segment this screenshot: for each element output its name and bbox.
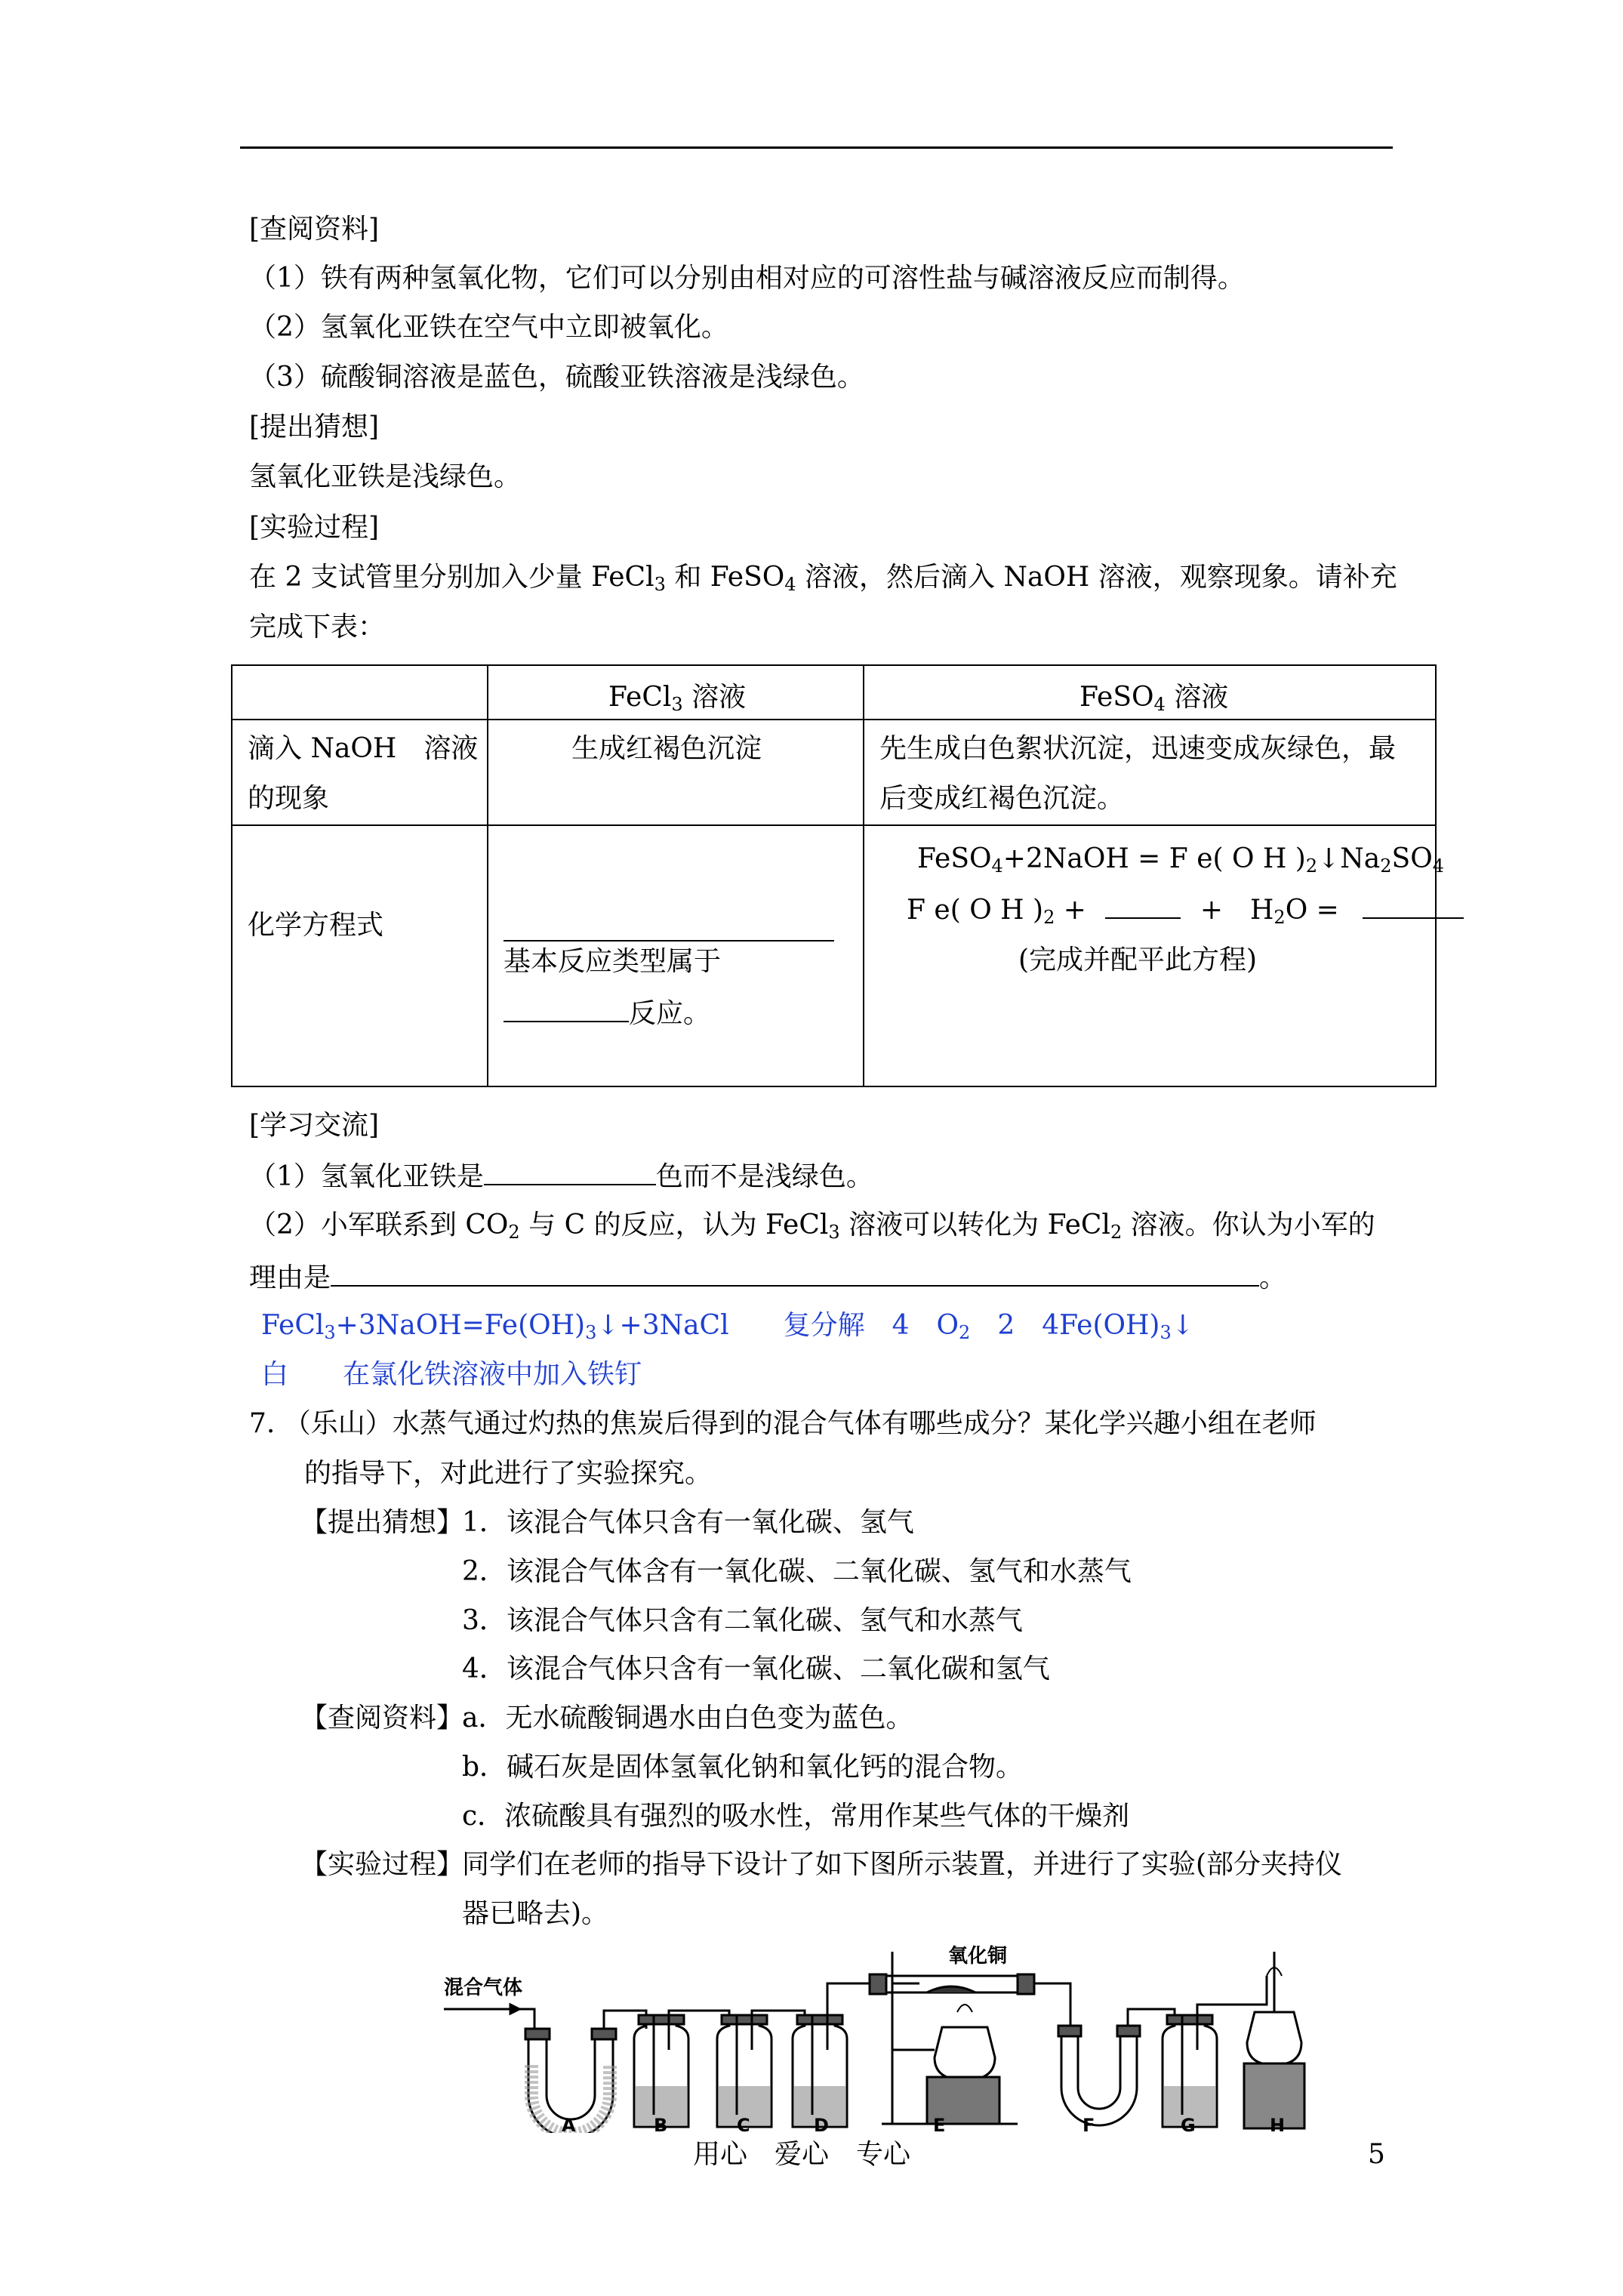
label-g: G — [1181, 2115, 1196, 2133]
table-corner — [232, 665, 488, 720]
tube-g-h — [1197, 1976, 1267, 2015]
discuss-2: （2）小军联系到 $CO_2$ 与 C 的反应，认为 FeCl$_3$ 溶液可以转化为 FeCl$_2$ 溶液。你认为小军的 — [249, 1210, 1375, 1243]
apparatus-e-heating — [870, 1952, 1034, 2124]
table-head-feso4: FeSO$_4$ 溶液 — [864, 665, 1436, 720]
label-a: A — [562, 2115, 576, 2133]
discuss-3: 理由是 。 — [249, 1262, 1287, 1293]
reason-blank[interactable] — [331, 1262, 1259, 1287]
q7-guess-label: 【提出猜想】 — [300, 1507, 464, 1538]
q7-lookup-c: c．浓硫酸具有强烈的吸水性，常用作某些气体的干燥剂 — [462, 1801, 1130, 1832]
label-b: B — [654, 2115, 668, 2133]
q7-guess-1: 1．该混合气体只含有一氧化碳、氢气 — [462, 1507, 914, 1538]
apparatus-f-u-tube — [1058, 2026, 1140, 2125]
table-cell-fecl3-observe: 生成红褐色沉淀 — [488, 720, 864, 825]
answer-line-1: $FeCl_3+3NaOH=Fe(OH)_3↓+3NaCl$ 复分解 4 $O_2$ 2 $4Fe(OH)_3↓$ — [261, 1310, 1194, 1343]
apparatus-g-bottle — [1163, 2015, 1217, 2127]
label-c: C — [737, 2115, 750, 2133]
q7-title: 7. （乐山）水蒸气通过灼热的焦炭后得到的混合气体有哪些成分？某化学兴趣小组在老师 — [249, 1408, 1317, 1439]
label-d: D — [814, 2115, 829, 2133]
q7-lookup-a: a．无水硫酸铜遇水由白色变为蓝色。 — [462, 1703, 913, 1734]
footer-text: 用心 爱心 专心 — [693, 2139, 911, 2170]
product-blank[interactable] — [1363, 910, 1464, 919]
heading-process: [实验过程] — [249, 512, 380, 543]
tube-e-f — [1034, 1983, 1070, 2026]
gas-label: 混合气体 — [444, 1977, 523, 1999]
page-number: 5 — [1368, 2139, 1385, 2170]
results-table — [231, 664, 1444, 1087]
equation-blank[interactable] — [504, 932, 834, 942]
answer-line-2: 白 在氯化铁溶液中加入铁钉 — [261, 1359, 642, 1390]
q7-process-2: 器已略去)。 — [462, 1898, 609, 1929]
table-row-label-observe: 滴入 NaOH 溶液 的现象 — [232, 720, 488, 825]
discuss-1: （1）氢氧化亚铁是 色而不是浅绿色。 — [249, 1161, 873, 1192]
q7-process-label: 【实验过程】 — [300, 1849, 464, 1880]
apparatus-diagram — [444, 1937, 1332, 2133]
q7-lookup-b: b．碱石灰是固体氢氧化钠和氧化钙的混合物。 — [462, 1752, 1024, 1783]
color-blank[interactable] — [484, 1161, 656, 1185]
heading-lookup: [查阅资料] — [249, 214, 380, 245]
reactant-blank[interactable] — [1105, 910, 1181, 919]
table-cell-fecl3-equation: 基本反应类型属于 反应。 — [488, 825, 864, 1086]
apparatus-b-bottle — [634, 2015, 688, 2127]
tube-d-e — [827, 1983, 874, 2015]
lookup-item-2: （2）氢氧化亚铁在空气中立即被氧化。 — [249, 312, 728, 343]
apparatus-h-burner — [1244, 1952, 1304, 2128]
process-line-2: 完成下表： — [249, 612, 386, 643]
label-h: H — [1270, 2115, 1286, 2133]
header-rule — [240, 146, 1393, 149]
cuo-label: 氧化铜 — [948, 1945, 1008, 1968]
label-f: F — [1083, 2115, 1095, 2133]
apparatus-c-bottle — [717, 2015, 771, 2127]
table-cell-feso4-equation: FeSO$_4$+2NaOH = F e( O H )$_2↓Na_2SO_4$ F e( O H )$_2$ + + $H_2O$ = (完成并配平此方程) — [864, 825, 1436, 1086]
guess-text: 氢氧化亚铁是浅绿色。 — [249, 461, 522, 492]
reaction-type-blank[interactable] — [504, 998, 629, 1022]
q7-guess-3: 3．该混合气体只含有二氧化碳、氢气和水蒸气 — [462, 1605, 1023, 1636]
table-head-fecl3: FeCl$_3$ 溶液 — [488, 665, 864, 720]
table-row-label-equation: 化学方程式 — [232, 825, 488, 1086]
apparatus-d-bottle — [793, 2015, 847, 2127]
label-e: E — [933, 2115, 946, 2133]
q7-guess-4: 4．该混合气体只含有一氧化碳、二氧化碳和氢气 — [462, 1653, 1050, 1684]
q7-guess-2: 2．该混合气体含有一氧化碳、二氧化碳、氢气和水蒸气 — [462, 1556, 1132, 1587]
q7-lookup-label: 【查阅资料】 — [300, 1703, 464, 1734]
heading-guess: [提出猜想] — [249, 411, 380, 442]
table-cell-feso4-observe: 先生成白色絮状沉淀，迅速变成灰绿色，最 后变成红褐色沉淀。 — [864, 720, 1436, 825]
q7-title-2: 的指导下，对此进行了实验探究。 — [304, 1458, 713, 1489]
q7-process-1: 同学们在老师的指导下设计了如下图所示装置，并进行了实验(部分夹持仪 — [462, 1849, 1343, 1880]
inlet-arrowhead — [510, 2005, 519, 2014]
lookup-item-3: （3）硫酸铜溶液是蓝色，硫酸亚铁溶液是浅绿色。 — [249, 362, 864, 393]
process-line-1: 在 2 支试管里分别加入少量 FeCl$_3$ 和 FeSO$_4$ 溶液，然后滴入 NaOH 溶液，观察现象。请补充 — [249, 562, 1397, 595]
lookup-item-1: （1）铁有两种氢氧化物，它们可以分别由相对应的可溶性盐与碱溶液反应而制得。 — [249, 263, 1245, 294]
heading-discuss: [学习交流] — [249, 1110, 380, 1141]
